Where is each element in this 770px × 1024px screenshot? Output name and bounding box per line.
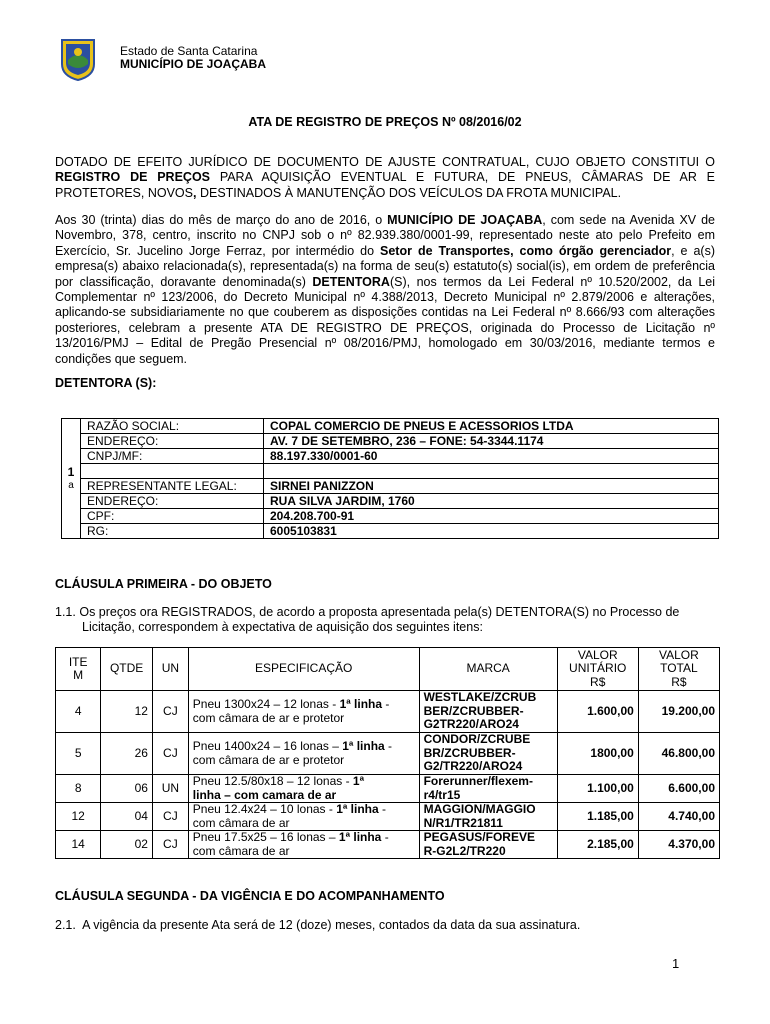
cell-item: 14	[56, 831, 101, 859]
cell-valor-unitario: 1.600,00	[557, 691, 638, 733]
detentora-label: REPRESENTANTE LEGAL:	[81, 479, 264, 494]
cell-un: UN	[152, 775, 188, 803]
clausula1-item	[55, 605, 720, 636]
cell-un: CJ	[152, 831, 188, 859]
clausula1-heading: CLÁUSULA PRIMEIRA - DO OBJETO	[55, 577, 272, 591]
cell-especificacao: Pneu 1300x24 – 12 lonas - 1ª linha - com câmara de ar e protetor	[188, 691, 419, 733]
table-row	[62, 419, 719, 434]
body-paragraph: Aos 30 (trinta) dias do mês de março do ano de 2016, o MUNICÍPIO DE JOAÇABA, com sede na Avenida XV de Novembro, 378, centro, inscrito no CNPJ sob o nº 82.939.380/0001-99, representado neste ato pelo Prefeito em Exercício, Sr. Jucelino Jorge Ferraz, por intermédio do Setor de Transportes, como órgão gerenciador, e a(s) empresa(s) abaixo relacionada(s), representada(s) na forma de seu(s) estatuto(s) social(is), em ordem de preferência por classificação, doravante denominada(s) DETENTORA(S), nos termos da Lei Federal nº 10.520/2002, da Lei Complementar nº 123/2006, do Decreto Municipal nº 4.388/2013, Decreto Municipal nº 2.879/2006 e alterações, aplicando-se subsidiariamente no que couberem as disposições contidas na Lei Federal nº 8.666/93 com alterações posteriores, celebram a presente ATA DE REGISTRO DE PREÇOS, originada do Processo de Licitação nº 13/2016/PMJ – Edital de Pregão Presencial nº 08/2016/PMJ, homologado em 30/03/2016, mediante termos e condições que seguem.	[55, 213, 715, 366]
detentora-value: 6005103831	[264, 524, 719, 539]
page-number: 1	[672, 956, 680, 971]
cell-item: 8	[56, 775, 101, 803]
col-qtde: QTDE	[101, 648, 153, 691]
table-row	[62, 479, 719, 494]
cell-valor-total: 46.800,00	[638, 733, 719, 775]
table-row	[56, 775, 720, 803]
detentora-label	[81, 464, 264, 479]
detentora-label: CPF:	[81, 509, 264, 524]
clausula2-item	[55, 918, 580, 932]
table-row	[62, 509, 719, 524]
cell-marca: PEGASUS/FOREVE R-G2L2/TR220	[419, 831, 557, 859]
col-valor-total: VALOR TOTAL R$	[638, 648, 719, 691]
cell-marca: Forerunner/flexem- r4/tr15	[419, 775, 557, 803]
cell-valor-total: 4.740,00	[638, 803, 719, 831]
table-header-row	[56, 648, 720, 691]
cell-un: CJ	[152, 691, 188, 733]
cell-especificacao: Pneu 12.4x24 – 10 lonas - 1ª linha - com câmara de ar	[188, 803, 419, 831]
cell-especificacao: Pneu 1400x24 – 16 lonas – 1ª linha - com câmara de ar e protetor	[188, 733, 419, 775]
detentora-value: AV. 7 DE SETEMBRO, 236 – FONE: 54-3344.1174	[264, 434, 719, 449]
item-text: A vigência da presente Ata será de 12 (doze) meses, contados da data da sua assinatura.	[82, 918, 581, 932]
cell-item: 12	[56, 803, 101, 831]
clausula2-heading: CLÁUSULA SEGUNDA - DA VIGÊNCIA E DO ACOMPANHAMENTO	[55, 889, 445, 903]
cell-qtde: 02	[101, 831, 153, 859]
item-number: 1.1.	[55, 605, 76, 619]
detentora-label: ENDEREÇO:	[81, 434, 264, 449]
detentora-table	[61, 418, 719, 539]
cell-marca: WESTLAKE/ZCRUB BER/ZCRUBBER- G2TR220/ARO24	[419, 691, 557, 733]
detentora-value: COPAL COMERCIO DE PNEUS E ACESSORIOS LTDA	[264, 419, 719, 434]
item-text-line2: Licitação, correspondem à expectativa de aquisição dos seguintes itens:	[82, 620, 483, 635]
cell-valor-unitario: 1800,00	[557, 733, 638, 775]
col-valor-unitario: VALOR UNITÁRIO R$	[557, 648, 638, 691]
detentora-value: 204.208.700-91	[264, 509, 719, 524]
detentora-label: RAZÃO SOCIAL:	[81, 419, 264, 434]
cell-qtde: 04	[101, 803, 153, 831]
cell-especificacao: Pneu 12.5/80x18 – 12 lonas - 1ª linha – com camara de ar	[188, 775, 419, 803]
cell-valor-unitario: 2.185,00	[557, 831, 638, 859]
cell-un: CJ	[152, 733, 188, 775]
detentora-value	[264, 464, 719, 479]
items-table	[55, 647, 720, 859]
detentora-label: CNPJ/MF:	[81, 449, 264, 464]
header-municipality: MUNICÍPIO DE JOAÇABA	[120, 57, 267, 71]
detentora-number-value: 1	[67, 464, 75, 479]
col-marca: MARCA	[419, 648, 557, 691]
cell-qtde: 26	[101, 733, 153, 775]
table-row	[56, 803, 720, 831]
cell-valor-total: 6.600,00	[638, 775, 719, 803]
municipal-crest-icon	[60, 38, 96, 82]
cell-valor-total: 19.200,00	[638, 691, 719, 733]
cell-un: CJ	[152, 803, 188, 831]
intro-paragraph: DOTADO DE EFEITO JURÍDICO DE DOCUMENTO DE AJUSTE CONTRATUAL, CUJO OBJETO CONSTITUI O REGISTRO DE PREÇOS PARA AQUISIÇÃO EVENTUAL E FUTURA, DE PNEUS, CÂMARAS DE AR E PROTETORES, NOVOS, DESTINADOS À MANUTENÇÃO DOS VEÍCULOS DA FROTA MUNICIPAL.	[55, 155, 715, 200]
detentora-value: RUA SILVA JARDIM, 1760	[264, 494, 719, 509]
table-row	[56, 691, 720, 733]
detentora-value: SIRNEI PANIZZON	[264, 479, 719, 494]
cell-valor-unitario: 1.185,00	[557, 803, 638, 831]
item-number: 2.1.	[55, 918, 76, 932]
col-un: UN	[152, 648, 188, 691]
detentora-label: RG:	[81, 524, 264, 539]
detentora-label: ENDEREÇO:	[81, 494, 264, 509]
cell-item: 5	[56, 733, 101, 775]
document-title: ATA DE REGISTRO DE PREÇOS Nº 08/2016/02	[248, 115, 522, 129]
cell-valor-total: 4.370,00	[638, 831, 719, 859]
cell-item: 4	[56, 691, 101, 733]
table-row	[56, 733, 720, 775]
table-row	[62, 494, 719, 509]
cell-qtde: 12	[101, 691, 153, 733]
detentora-number	[62, 419, 81, 539]
table-row	[62, 449, 719, 464]
cell-marca: MAGGION/MAGGIO N/R1/TR21811	[419, 803, 557, 831]
detentora-heading: DETENTORA (S):	[55, 376, 157, 390]
cell-marca: CONDOR/ZCRUBE BR/ZCRUBBER- G2/TR220/ARO24	[419, 733, 557, 775]
col-especificacao: ESPECIFICAÇÃO	[188, 648, 419, 691]
detentora-ordinal: a	[68, 479, 74, 491]
table-row	[62, 464, 719, 479]
cell-especificacao: Pneu 17.5x25 – 16 lonas – 1ª linha - com câmara de ar	[188, 831, 419, 859]
header-state: Estado de Santa Catarina	[120, 44, 258, 58]
item-text-line1: Os preços ora REGISTRADOS, de acordo a proposta apresentada pela(s) DETENTORA(S) no Processo de	[79, 605, 680, 619]
table-row	[56, 831, 720, 859]
cell-valor-unitario: 1.100,00	[557, 775, 638, 803]
table-row	[62, 434, 719, 449]
table-row	[62, 524, 719, 539]
col-item: ITE M	[56, 648, 101, 691]
detentora-value: 88.197.330/0001-60	[264, 449, 719, 464]
cell-qtde: 06	[101, 775, 153, 803]
